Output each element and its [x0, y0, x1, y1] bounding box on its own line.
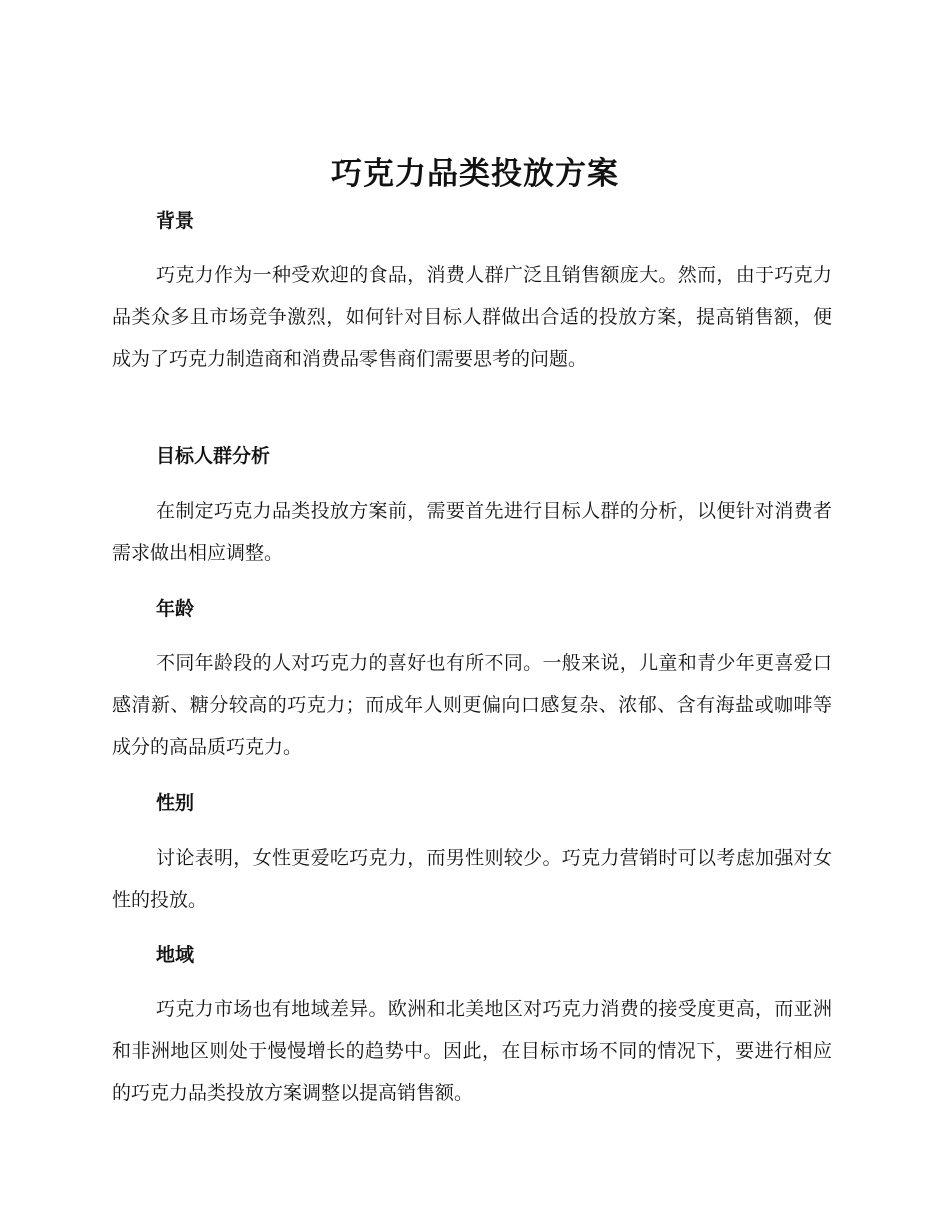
- section-heading-age: 年龄: [156, 598, 195, 620]
- paragraph-background: 巧克力作为一种受欢迎的食品，消费人群广泛且销售额庞大。然而，由于巧克力品类众多且市场竞争激烈，如何针对目标人群做出合适的投放方案，提高销售额，便成为了巧克力制造商和消费品零售商们需要思考的问题。: [112, 264, 832, 370]
- document-title: 巧克力品类投放方案: [331, 156, 619, 192]
- section-heading-gender: 性别: [156, 792, 195, 814]
- paragraph-target-audience: 在制定巧克力品类投放方案前，需要首先进行目标人群的分析，以便针对消费者需求做出相应调整。: [112, 500, 832, 564]
- section-heading-background: 背景: [156, 210, 195, 232]
- paragraph-gender: 讨论表明，女性更爱吃巧克力，而男性则较少。巧克力营销时可以考虑加强对女性的投放。: [112, 847, 832, 911]
- section-heading-region: 地域: [156, 944, 195, 966]
- paragraph-region: 巧克力市场也有地域差异。欧洲和北美地区对巧克力消费的接受度更高，而亚洲和非洲地区则处于慢慢增长的趋势中。因此，在目标市场不同的情况下，要进行相应的巧克力品类投放方案调整以提高销售额。: [112, 998, 832, 1104]
- section-heading-target-audience: 目标人群分析: [156, 445, 271, 467]
- paragraph-age: 不同年龄段的人对巧克力的喜好也有所不同。一般来说，儿童和青少年更喜爱口感清新、糖分较高的巧克力；而成年人则更偏向口感复杂、浓郁、含有海盐或咖啡等成分的高品质巧克力。: [112, 652, 832, 758]
